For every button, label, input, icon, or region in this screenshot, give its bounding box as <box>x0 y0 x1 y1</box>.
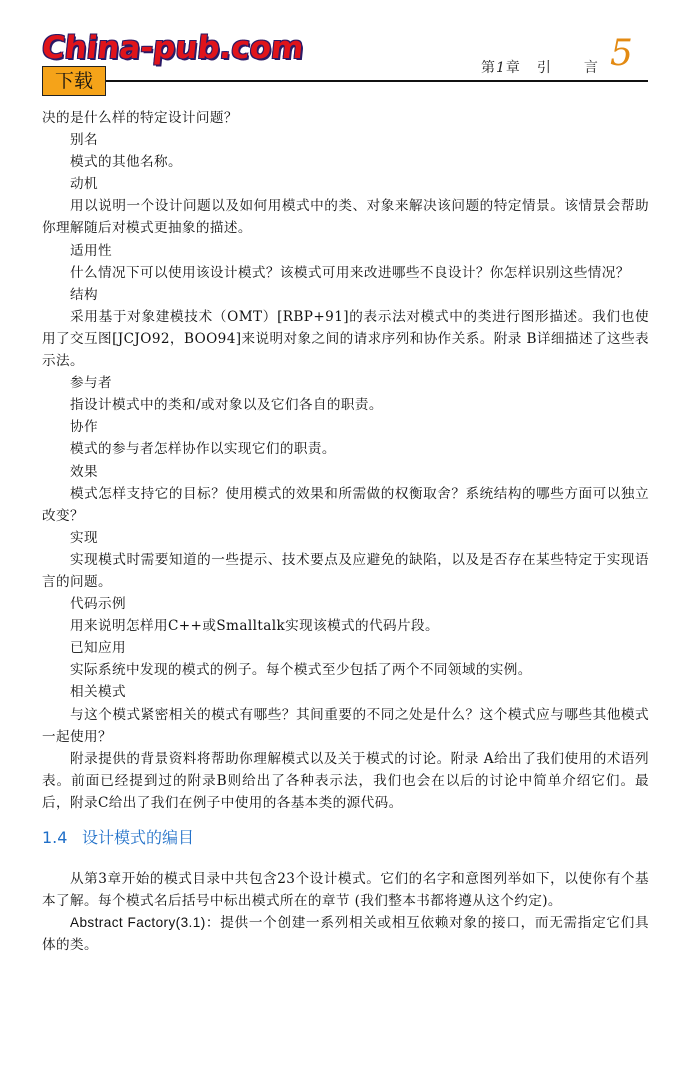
paragraph-catalog: 从第3章开始的模式目录中共包含23个设计模式。它们的名字和意图列举如下，以使你有个基本了解。每个模式名后括号中标出模式所在的章节 (我们整本书都将遵从这个约定)。 <box>42 871 649 910</box>
paragraph-known-uses: 实际系统中发现的模式的例子。每个模式至少包括了两个不同领域的实例。 <box>70 662 532 679</box>
paragraph-abstract-factory <box>42 912 649 956</box>
label-sample-code: 代码示例 <box>70 596 126 613</box>
paragraph-participants: 指设计模式中的类和/或对象以及它们各自的职责。 <box>70 397 383 414</box>
chapter-title-2: 言 <box>583 60 599 76</box>
pattern-intent: ：提供一个创建一系列相关或相互依赖对象的接口，而无需指定它们具体的类。 <box>42 915 649 954</box>
paragraph-related-patterns: 与这个模式紧密相关的模式有哪些？其间重要的不同之处是什么？这个模式应与哪些其他模式一起使用？ <box>42 706 649 745</box>
paragraph-appendix: 附录提供的背景资料将帮助你理解模式以及关于模式的讨论。附录 A给出了我们使用的术语列表。前面已经提到过的附录B则给出了各种表示法，我们也会在以后的讨论中简单介绍它们。最后，附录C给出了我们在例子中使用的各基本类的源代码。 <box>42 750 649 811</box>
paragraph-structure: 采用基于对象建模技术（OMT）[RBP+91]的表示法对模式中的类进行图形描述。我们也使用了交互图[JCJO92，BOO94]来说明对象之间的请求序列和协作关系。附录 B详细描述了这些表示法。 <box>42 308 649 370</box>
pattern-name: Abstract Factory(3.1) <box>70 915 206 931</box>
chapter-number: 1 <box>496 60 506 76</box>
chapter-title-1: 引 <box>536 60 552 76</box>
label-participants: 参与者 <box>70 375 112 392</box>
label-motivation: 动机 <box>70 176 98 193</box>
label-structure: 结构 <box>70 286 98 303</box>
page-number: 5 <box>610 33 633 74</box>
label-known-uses: 已知应用 <box>70 640 126 657</box>
label-alias: 别名 <box>70 132 98 149</box>
chapter-suffix: 章 <box>505 60 521 76</box>
paragraph-collaborations: 模式的参与者怎样协作以实现它们的职责。 <box>70 441 336 458</box>
paragraph-consequences: 模式怎样支持它的目标？使用模式的效果和所需做的权衡取舍？系统结构的哪些方面可以独立改变？ <box>42 485 649 524</box>
paragraph-motivation: 用以说明一个设计问题以及如何用模式中的类、对象来解决该问题的特定情景。该情景会帮助你理解随后对模式更抽象的描述。 <box>42 198 649 237</box>
paragraph-alias: 模式的其他名称。 <box>70 154 182 171</box>
label-applicability: 适用性 <box>70 242 112 259</box>
section-heading <box>42 827 649 849</box>
section-number: 1.4 <box>42 828 68 847</box>
chapter-prefix: 第 <box>481 60 496 76</box>
chapter-header <box>481 57 599 77</box>
paragraph-implementation: 实现模式时需要知道的一些提示、技术要点及应避免的缺陷，以及是否存在某些特定于实现语言的问题。 <box>42 551 649 590</box>
label-implementation: 实现 <box>70 529 98 546</box>
label-collaborations: 协作 <box>70 419 98 436</box>
header-rule <box>106 80 648 82</box>
download-badge[interactable]: 下载 <box>42 66 106 96</box>
label-related-patterns: 相关模式 <box>70 684 126 701</box>
section-title: 设计模式的编目 <box>82 828 195 847</box>
paragraph-continued: 决的是什么样的特定设计问题？ <box>42 110 238 126</box>
paragraph-applicability: 什么情况下可以使用该设计模式？该模式可用来改进哪些不良设计？你怎样识别这些情况？ <box>70 264 630 281</box>
paragraph-sample-code: 用来说明怎样用C++或Smalltalk实现该模式的代码片段。 <box>70 618 440 635</box>
label-consequences: 效果 <box>70 463 98 480</box>
page-content <box>42 107 649 956</box>
china-pub-logo: China-pub.com <box>40 30 306 66</box>
